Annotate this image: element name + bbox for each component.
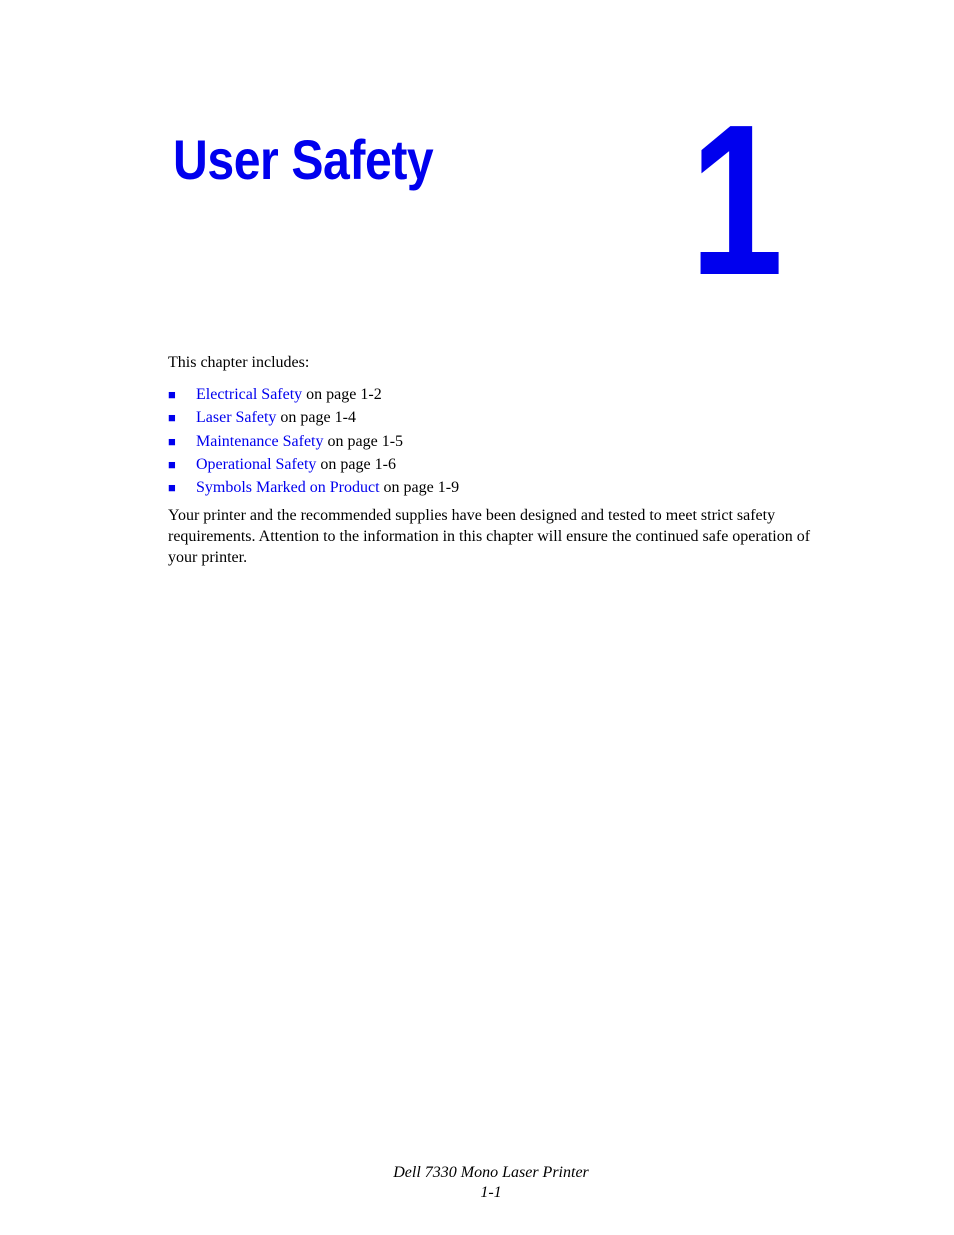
link-symbols-marked-on-product[interactable]: Symbols Marked on Product: [196, 479, 380, 497]
page-reference: on page 1-6: [316, 455, 396, 473]
list-item: [168, 478, 459, 501]
link-maintenance-safety[interactable]: Maintenance Safety: [196, 432, 324, 450]
bullet-icon: ■: [168, 456, 176, 472]
link-electrical-safety[interactable]: Electrical Safety: [196, 386, 303, 403]
footer-product-name: Dell 7330 Mono Laser Printer: [393, 1164, 589, 1181]
page-footer: [0, 1163, 954, 1203]
page-reference: on page 1-5: [323, 432, 404, 450]
chapter-title: User Safety: [173, 128, 434, 191]
list-item: [168, 432, 459, 455]
list-item: [168, 408, 459, 431]
page-reference: on page 1-9: [379, 479, 460, 497]
intro-text: This chapter includes:: [168, 354, 310, 371]
bullet-icon: ■: [168, 387, 176, 402]
body-paragraph: Your printer and the recommended supplies have been designed and tested to meet strict safety requirements. Attention to the information in this chapter will ensure the continued safe operation of your printer.: [168, 507, 811, 566]
bullet-icon: ■: [168, 410, 176, 426]
page-reference: on page 1-4: [276, 409, 356, 427]
link-laser-safety[interactable]: Laser Safety: [196, 409, 277, 427]
footer-page-number: 1-1: [480, 1184, 502, 1201]
chapter-contents-list: [168, 385, 459, 501]
chapter-number: 1: [690, 79, 784, 320]
link-operational-safety[interactable]: Operational Safety: [196, 455, 317, 473]
list-item: [168, 455, 459, 478]
list-item: [168, 385, 459, 408]
bullet-icon: ■: [168, 433, 176, 449]
page-reference: on page 1-2: [302, 386, 382, 403]
bullet-icon: ■: [168, 480, 176, 496]
